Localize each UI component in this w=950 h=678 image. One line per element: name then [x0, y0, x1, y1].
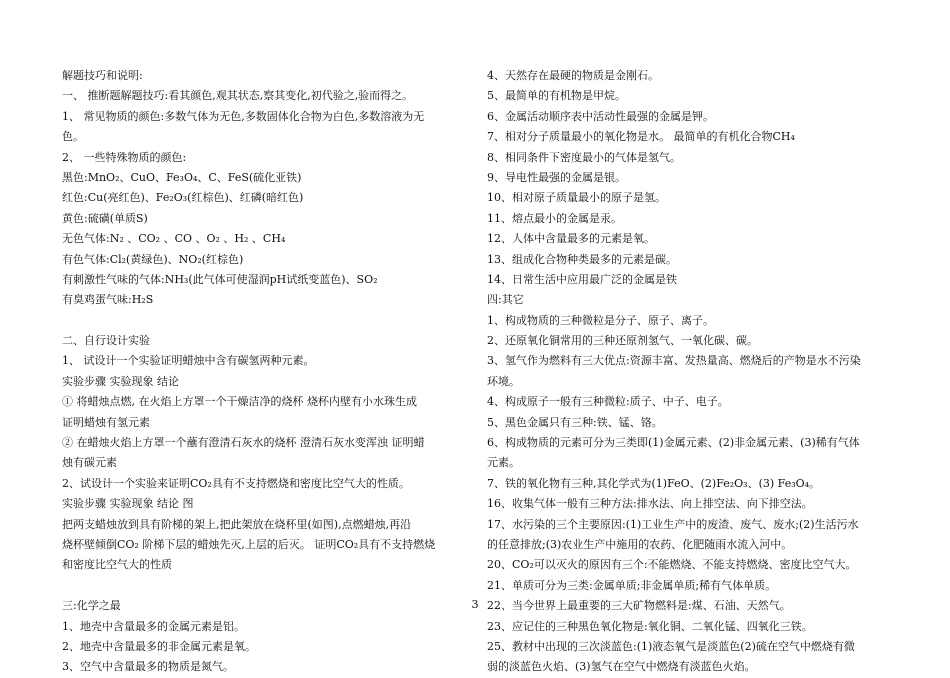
right-column-line-3: 6、金属活动顺序表中活动性最强的金属是钾。 [487, 109, 714, 123]
left-column-line-7: 红色:Cu(亮红色)、Fe₂O₃(红棕色)、红磷(暗红色) [62, 191, 304, 205]
left-column-line-26 [62, 576, 470, 596]
right-column-line-28: 23、应记住的三种黑色氧化物是:氧化铜、二氧化锰、四氧化三铁。 [487, 619, 813, 633]
right-column-line-8: 11、熔点最小的金属是汞。 [487, 211, 622, 225]
left-column-line-4: 色。 [62, 130, 84, 144]
left-column-line-23: 把两支蜡烛放到具有阶梯的架上,把此架放在烧杯里(如图),点燃蜡烛,再沿 [62, 517, 412, 531]
left-column-line-11: 有刺激性气味的气体:NH₃(此气体可使湿润pH试纸变蓝色)、SO₂ [62, 272, 378, 286]
left-column-line-3: 1、 常见物质的颜色:多数气体为无色,多数固体化合物为白色,多数溶液为无 [62, 109, 425, 123]
right-column-line-17: 4、构成原子一般有三种微粒:质子、中子、电子。 [487, 395, 729, 409]
right-column-line-11: 14、日常生活中应用最广泛的金属是铁 [487, 272, 677, 286]
right-column-line-4: 7、相对分子质量最小的氧化物是水。 最简单的有机化合物CH₄ [487, 130, 795, 144]
left-column-line-8: 黄色:硫磺(单质S) [62, 211, 148, 225]
right-column-line-10: 13、组成化合物种类最多的元素是碳。 [487, 252, 677, 266]
right-column-line-21: 7、铁的氧化物有三种,其化学式为(1)FeO、(2)Fe₂O₃、(3) Fe₃O₄。 [487, 476, 821, 490]
page-number: 3 [471, 598, 479, 611]
left-column-line-9: 无色气体:N₂ 、CO₂ 、CO 、O₂ 、H₂ 、CH₄ [62, 232, 286, 246]
left-column-line-17: ① 将蜡烛点燃, 在火焰上方罩一个干燥洁净的烧杯 烧杯内壁有小水珠生成 [62, 395, 417, 409]
right-column-line-7: 10、相对原子质量最小的原子是氢。 [487, 191, 666, 205]
right-column-line-30: 弱的淡蓝色火焰、(3)氢气在空气中燃烧有淡蓝色火焰。 [487, 660, 756, 674]
left-column-line-21: 2、试设计一个实验来证明CO₂具有不支持燃烧和密度比空气大的性质。 [62, 476, 410, 490]
right-column-line-24: 的任意排放;(3)农业生产中施用的农药、化肥随雨水流入河中。 [487, 537, 793, 551]
right-column-line-23: 17、水污染的三个主要原因:(1)工业生产中的废渣、废气、废水;(2)生活污水 [487, 517, 859, 531]
left-column-line-6: 黑色:MnO₂、CuO、Fe₃O₄、C、FeS(硫化亚铁) [62, 170, 302, 184]
right-column-line-22: 16、收集气体一般有三种方法:排水法、向上排空法、向下排空法。 [487, 497, 813, 511]
right-column-line-12: 四:其它 [487, 293, 524, 307]
left-column-line-12: 有臭鸡蛋气味:H₂S [62, 293, 154, 307]
left-column-line-13 [62, 311, 470, 331]
left-column-line-19: ② 在蜡烛火焰上方罩一个蘸有澄清石灰水的烧杯 澄清石灰水变浑浊 证明蜡 [62, 436, 425, 450]
left-column [62, 66, 470, 678]
left-column-line-10: 有色气体:Cl₂(黄绿色)、NO₂(红棕色) [62, 252, 244, 266]
left-column-line-18: 证明蜡烛有氢元素 [62, 415, 150, 429]
right-column-line-15: 3、氢气作为燃料有三大优点:资源丰富、发热量高、燃烧后的产物是水不污染 [487, 354, 861, 368]
right-column-line-9: 12、人体中含量最多的元素是氧。 [487, 232, 655, 246]
left-column-line-25: 和密度比空气大的性质 [62, 558, 172, 572]
left-column-line-28: 1、地壳中含量最多的金属元素是铝。 [62, 619, 245, 633]
left-column-line-14: 二、自行设计实验 [62, 334, 150, 348]
left-column-line-5: 2、 一些特殊物质的颜色: [62, 150, 187, 164]
right-column-line-20: 元素。 [487, 456, 520, 470]
right-column-line-13: 1、构成物质的三种微粒是分子、原子、离子。 [487, 313, 714, 327]
left-column-line-1: 解题技巧和说明: [62, 69, 143, 82]
right-column [487, 66, 891, 678]
left-column-line-24: 烧杯壁倾倒CO₂ 阶梯下层的蜡烛先灭,上层的后灭。 证明CO₂具有不支持燃烧 [62, 537, 436, 551]
left-column-line-20: 烛有碳元素 [62, 456, 117, 470]
right-column-line-14: 2、还原氧化铜常用的三种还原剂氢气、一氧化碳、碳。 [487, 334, 758, 348]
right-column-line-25: 20、CO₂可以灭火的原因有三个:不能燃烧、不能支持燃烧、密度比空气大。 [487, 558, 857, 572]
right-column-line-26: 21、单质可分为三类:金属单质;非金属单质;稀有气体单质。 [487, 578, 777, 592]
left-column-line-15: 1、 试设计一个实验证明蜡烛中含有碳氢两种元素。 [62, 354, 315, 368]
left-column-line-2: 一、 推断题解题技巧:看其颜色,观其状态,察其变化,初代验之,验而得之。 [62, 89, 414, 103]
right-column-line-2: 5、最简单的有机物是甲烷。 [487, 89, 626, 103]
left-column-line-22: 实验步骤 实验现象 结论 图 [62, 497, 194, 511]
right-column-line-29: 25、教材中出现的三次淡蓝色:(1)液态氧气是淡蓝色(2)硫在空气中燃烧有微 [487, 639, 855, 653]
right-column-line-18: 5、黑色金属只有三种:铁、锰、铬。 [487, 415, 663, 429]
left-column-line-29: 2、地壳中含量最多的非金属元素是氧。 [62, 639, 256, 653]
left-column-line-16: 实验步骤 实验现象 结论 [62, 374, 179, 388]
left-column-line-27: 三:化学之最 [62, 599, 121, 613]
right-column-line-16: 环境。 [487, 374, 520, 388]
left-column-line-30: 3、空气中含量最多的物质是氮气。 [62, 660, 234, 674]
right-column-line-6: 9、导电性最强的金属是银。 [487, 170, 626, 184]
right-column-line-5: 8、相同条件下密度最小的气体是氢气。 [487, 150, 681, 164]
right-column-line-1: 4、天然存在最硬的物质是金刚石。 [487, 69, 659, 82]
right-column-line-19: 6、构成物质的元素可分为三类即(1)金属元素、(2)非金属元素、(3)稀有气体 [487, 436, 860, 450]
right-column-line-27: 22、当今世界上最重要的三大矿物燃料是:煤、石油、天然气。 [487, 599, 791, 613]
